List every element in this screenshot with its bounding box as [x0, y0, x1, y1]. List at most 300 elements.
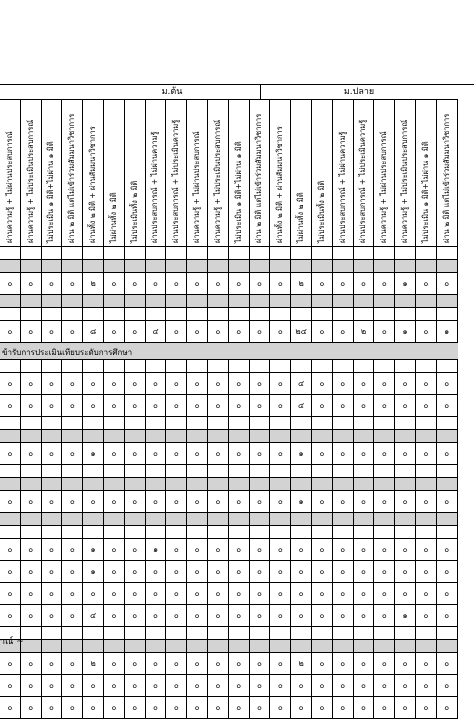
- table-cell: ๐: [125, 697, 146, 718]
- table-cell: ๐: [312, 697, 333, 718]
- table-cell: ๐: [0, 443, 21, 464]
- table-cell: [395, 247, 416, 259]
- table-cell: [62, 295, 83, 307]
- table-cell: ๐: [104, 273, 125, 294]
- table-cell: ๐: [333, 373, 354, 394]
- table-cell: ๐: [229, 443, 250, 464]
- table-cell: [291, 640, 312, 652]
- table-cell: ๐: [0, 697, 21, 718]
- column-header: [125, 99, 146, 246]
- table-cell: ๐: [229, 373, 250, 394]
- table-cell: [333, 465, 354, 477]
- column-header-label: ผ่านความรู้ + ไม่ผ่านประสบการณ์: [4, 130, 14, 243]
- column-header-label: ไม่ประเมิน ๑ มิติ+ไม่ผ่าน ๑ มิติ: [420, 140, 430, 243]
- column-header-label: ผ่านความรู้ + ไม่ประเมินประสบการณ์: [400, 119, 410, 243]
- table-cell: ๐: [416, 697, 437, 718]
- table-cell: ๐: [146, 561, 167, 582]
- table-cell: [83, 308, 104, 320]
- table-cell: [62, 247, 83, 259]
- table-cell: ๐: [416, 273, 437, 294]
- table-cell: ๐: [333, 561, 354, 582]
- table-cell: ๐: [21, 583, 42, 604]
- table-cell: [354, 627, 375, 639]
- table-cell: ๐: [146, 273, 167, 294]
- table-cell: [104, 247, 125, 259]
- table-cell: ๐: [270, 561, 291, 582]
- table-cell: ๐: [42, 653, 63, 674]
- table-cell: ๐: [333, 697, 354, 718]
- table-cell: [125, 360, 146, 372]
- table-cell: [250, 526, 271, 538]
- table-cell: [416, 627, 437, 639]
- table-cell: ๐: [333, 395, 354, 416]
- column-header: [291, 99, 312, 246]
- table-cell: ๐: [21, 491, 42, 512]
- table-cell: ๐: [437, 491, 458, 512]
- table-cell: [354, 295, 375, 307]
- table-cell: ๐: [437, 395, 458, 416]
- table-cell: ๐: [208, 491, 229, 512]
- table-cell: [0, 308, 21, 320]
- table-cell: [312, 640, 333, 652]
- table-cell: ๐: [416, 675, 437, 696]
- table-cell: ๒: [291, 273, 312, 294]
- table-cell: ๐: [187, 605, 208, 626]
- table-cell: [312, 526, 333, 538]
- table-cell: ๐: [395, 443, 416, 464]
- table-cell: [166, 640, 187, 652]
- section-note-row: [0, 343, 458, 360]
- table-cell: ๒: [354, 321, 375, 342]
- table-cell: [333, 295, 354, 307]
- table-cell: [83, 478, 104, 490]
- group-header-lower-secondary: ม.ต้น: [161, 87, 183, 97]
- table-cell: ๐: [83, 491, 104, 512]
- table-cell: ๐: [333, 273, 354, 294]
- column-header: [21, 99, 42, 246]
- table-cell: [0, 417, 21, 429]
- column-header: [395, 99, 416, 246]
- table-cell: ๐: [187, 273, 208, 294]
- table-cell: [166, 478, 187, 490]
- table-cell: [62, 465, 83, 477]
- table-cell: [83, 627, 104, 639]
- column-header-label: ผ่านความรู้ + ไม่ผ่านประสบการณ์: [379, 130, 389, 243]
- table-cell: [21, 478, 42, 490]
- table-cell: ๐: [333, 605, 354, 626]
- table-cell: [333, 627, 354, 639]
- table-row: [0, 583, 458, 605]
- table-cell: [416, 247, 437, 259]
- table-cell: [395, 640, 416, 652]
- table-cell: ๐: [250, 273, 271, 294]
- table-cell: ๐: [42, 561, 63, 582]
- table-cell: [416, 260, 437, 272]
- table-row: [0, 675, 458, 697]
- column-header: [83, 99, 104, 246]
- table-cell: [104, 295, 125, 307]
- table-cell: [229, 465, 250, 477]
- table-cell: [125, 640, 146, 652]
- table-cell: [291, 526, 312, 538]
- table-cell: ๐: [166, 583, 187, 604]
- table-cell: ๐: [229, 697, 250, 718]
- table-cell: ๐: [146, 443, 167, 464]
- table-cell: ๐: [0, 583, 21, 604]
- column-header-label: ผ่าน ๒ มิติ แต่ไม่เข้าร่วมสัมมนาวิชาการ: [254, 113, 264, 243]
- table-cell: ๐: [312, 539, 333, 560]
- table-cell: ๐: [333, 653, 354, 674]
- table-cell: [146, 526, 167, 538]
- table-cell: [416, 295, 437, 307]
- table-cell: [354, 526, 375, 538]
- table-cell: ๐: [125, 583, 146, 604]
- table-cell: [0, 430, 21, 442]
- table-cell: [146, 513, 167, 525]
- table-cell: ๐: [395, 491, 416, 512]
- table-cell: ๐: [416, 443, 437, 464]
- table-cell: [42, 640, 63, 652]
- table-cell: [437, 640, 458, 652]
- group-divider: [260, 84, 261, 99]
- table-cell: ๐: [166, 653, 187, 674]
- table-cell: ๐: [21, 539, 42, 560]
- table-cell: [166, 526, 187, 538]
- table-cell: ๐: [208, 697, 229, 718]
- table-cell: [187, 417, 208, 429]
- table-cell: [374, 513, 395, 525]
- table-cell: [250, 640, 271, 652]
- table-cell: [83, 295, 104, 307]
- table-cell: ๐: [166, 321, 187, 342]
- table-cell: ๐: [146, 395, 167, 416]
- table-cell: [416, 478, 437, 490]
- table-cell: [270, 478, 291, 490]
- table-cell: [312, 295, 333, 307]
- table-cell: ๐: [312, 675, 333, 696]
- table-cell: [395, 627, 416, 639]
- table-cell: ๐: [250, 395, 271, 416]
- table-cell: [166, 417, 187, 429]
- table-cell: [166, 360, 187, 372]
- table-cell: ๐: [291, 697, 312, 718]
- table-cell: ๐: [42, 491, 63, 512]
- table-cell: [187, 295, 208, 307]
- table-cell: ๐: [312, 561, 333, 582]
- table-cell: [270, 308, 291, 320]
- table-cell: ๐: [125, 491, 146, 512]
- table-cell: ๐: [374, 653, 395, 674]
- table-cell: ๐: [187, 321, 208, 342]
- table-cell: [21, 513, 42, 525]
- table-cell: ๐: [354, 653, 375, 674]
- table-cell: ๐: [354, 373, 375, 394]
- table-cell: [270, 465, 291, 477]
- table-cell: ๐: [208, 395, 229, 416]
- table-cell: [229, 247, 250, 259]
- table-cell: [395, 308, 416, 320]
- table-cell: [374, 308, 395, 320]
- table-cell: ๐: [0, 605, 21, 626]
- table-cell: [312, 247, 333, 259]
- table-cell: ๐: [250, 321, 271, 342]
- table-cell: ๐: [374, 697, 395, 718]
- table-cell: [291, 627, 312, 639]
- table-cell: ๐: [374, 395, 395, 416]
- table-cell: [270, 513, 291, 525]
- table-row: [0, 491, 458, 513]
- table-cell: [125, 430, 146, 442]
- table-cell: ๐: [250, 443, 271, 464]
- table-cell: ๐: [250, 373, 271, 394]
- table-cell: [146, 478, 167, 490]
- table-cell: ๐: [187, 395, 208, 416]
- table-cell: [270, 640, 291, 652]
- table-cell: [374, 417, 395, 429]
- table-cell: [187, 360, 208, 372]
- table-cell: [437, 308, 458, 320]
- table-cell: ๐: [83, 373, 104, 394]
- table-cell: [166, 260, 187, 272]
- table-cell: ๐: [354, 395, 375, 416]
- table-cell: [416, 430, 437, 442]
- table-cell: [21, 430, 42, 442]
- table-cell: [187, 627, 208, 639]
- table-cell: [229, 526, 250, 538]
- table-cell: ๐: [83, 697, 104, 718]
- table-cell: [125, 478, 146, 490]
- table-cell: ๐: [42, 697, 63, 718]
- table-cell: [166, 308, 187, 320]
- table-cell: ๐: [62, 605, 83, 626]
- table-cell: [208, 640, 229, 652]
- table-cell: ๑: [437, 321, 458, 342]
- column-header: [229, 99, 250, 246]
- table-cell: [62, 308, 83, 320]
- table-cell: ๐: [187, 653, 208, 674]
- table-cell: ๐: [104, 605, 125, 626]
- table-cell: ๐: [104, 321, 125, 342]
- table-cell: [437, 360, 458, 372]
- table-cell: ๐: [354, 491, 375, 512]
- table-cell: ๐: [83, 583, 104, 604]
- table-cell: [395, 360, 416, 372]
- table-cell: ๐: [250, 561, 271, 582]
- table-cell: [104, 627, 125, 639]
- column-header: [62, 99, 83, 246]
- table-cell: [250, 465, 271, 477]
- table-cell: ๐: [374, 443, 395, 464]
- table-cell: [104, 478, 125, 490]
- table-cell: ๐: [291, 561, 312, 582]
- table-cell: [146, 627, 167, 639]
- table-cell: ๐: [62, 653, 83, 674]
- table-cell: ๐: [333, 583, 354, 604]
- table-cell: ๐: [83, 395, 104, 416]
- table-cell: [437, 478, 458, 490]
- table-cell: ๐: [21, 697, 42, 718]
- table-cell: [333, 417, 354, 429]
- table-cell: [42, 526, 63, 538]
- table-cell: [146, 417, 167, 429]
- table-row-spacer: [0, 360, 458, 373]
- table-cell: [83, 247, 104, 259]
- table-cell: ๒๔: [291, 321, 312, 342]
- table-cell: [229, 513, 250, 525]
- table-cell: [250, 295, 271, 307]
- column-header: [312, 99, 333, 246]
- table-cell: [374, 360, 395, 372]
- table-cell: ๐: [104, 373, 125, 394]
- table-cell: [354, 247, 375, 259]
- table-cell: ๐: [42, 583, 63, 604]
- table-cell: ๐: [416, 605, 437, 626]
- column-header-label: ผ่านความรู้ + ไม่ผ่านประสบการณ์: [192, 130, 202, 243]
- table-cell: [250, 627, 271, 639]
- table-cell: [270, 295, 291, 307]
- table-cell: ๐: [125, 675, 146, 696]
- column-header: [374, 99, 395, 246]
- table-cell: ๐: [208, 321, 229, 342]
- table-cell: ๐: [354, 583, 375, 604]
- table-cell: ๐: [312, 653, 333, 674]
- table-cell: ๐: [42, 443, 63, 464]
- table-cell: [291, 247, 312, 259]
- table-cell: [42, 627, 63, 639]
- table-cell: [187, 430, 208, 442]
- table-cell: ๐: [104, 675, 125, 696]
- table-row-spacer: [0, 627, 458, 640]
- table-cell: [374, 465, 395, 477]
- table-cell: [0, 513, 21, 525]
- table-cell: [21, 360, 42, 372]
- table-cell: [416, 640, 437, 652]
- table-cell: ๐: [62, 697, 83, 718]
- table-cell: [270, 627, 291, 639]
- table-cell: ๐: [229, 675, 250, 696]
- table-cell: ๐: [250, 697, 271, 718]
- table-cell: ๐: [187, 675, 208, 696]
- table-cell: [62, 513, 83, 525]
- table-cell: ๐: [229, 605, 250, 626]
- column-header-label: ผ่านประสบการณ์ + ไม่ประเมินความรู้: [171, 119, 181, 243]
- table-cell: [374, 526, 395, 538]
- table-cell: ๐: [395, 697, 416, 718]
- table-cell: ๐: [0, 653, 21, 674]
- table-cell: ๐: [187, 583, 208, 604]
- table-cell: ๐: [229, 653, 250, 674]
- table-cell: [291, 430, 312, 442]
- table-cell: [229, 478, 250, 490]
- table-cell: [104, 360, 125, 372]
- table-cell: ๐: [229, 491, 250, 512]
- table-cell: ๐: [333, 491, 354, 512]
- table-cell: ๐: [416, 373, 437, 394]
- table-cell: ๐: [21, 605, 42, 626]
- table-cell: [437, 295, 458, 307]
- table-cell: ๐: [146, 491, 167, 512]
- table-cell: [21, 417, 42, 429]
- table-cell: ๐: [437, 373, 458, 394]
- table-cell: [62, 627, 83, 639]
- table-cell: ๔: [83, 605, 104, 626]
- table-cell: [146, 247, 167, 259]
- table-cell: [0, 295, 21, 307]
- table-cell: [208, 627, 229, 639]
- table-cell: ๐: [0, 321, 21, 342]
- table-cell: ๐: [374, 373, 395, 394]
- table-row: [0, 561, 458, 583]
- page-footer: าณ์ ~: [0, 637, 24, 647]
- table-cell: ๐: [83, 675, 104, 696]
- table-cell: ๐: [395, 653, 416, 674]
- table-cell: ๑: [83, 539, 104, 560]
- table-cell: ๐: [416, 395, 437, 416]
- table-cell: ๐: [354, 443, 375, 464]
- table-cell: [208, 360, 229, 372]
- table-cell: [187, 478, 208, 490]
- table-cell: [437, 465, 458, 477]
- column-header-label: ไม่ประเมินทั้ง ๒ มิติ: [316, 180, 326, 243]
- table-cell: ๑: [395, 321, 416, 342]
- column-header: [250, 99, 271, 246]
- table-cell: [83, 430, 104, 442]
- table-cell: ๐: [146, 697, 167, 718]
- table-cell: [146, 360, 167, 372]
- table-cell: [250, 260, 271, 272]
- table-cell: [416, 465, 437, 477]
- table-cell: ๐: [208, 653, 229, 674]
- table-cell: ๐: [270, 443, 291, 464]
- table-cell: [437, 627, 458, 639]
- table-cell: ๐: [229, 321, 250, 342]
- table-cell: [208, 430, 229, 442]
- table-cell: ๐: [229, 561, 250, 582]
- column-header: [333, 99, 354, 246]
- table-cell: ๐: [21, 653, 42, 674]
- column-header: [208, 99, 229, 246]
- table-cell: [146, 465, 167, 477]
- table-cell: ๐: [208, 539, 229, 560]
- table-cell: ๐: [416, 561, 437, 582]
- table-cell: ๐: [229, 273, 250, 294]
- table-cell: ๔: [146, 321, 167, 342]
- table-cell: [125, 260, 146, 272]
- table-cell: ๐: [416, 539, 437, 560]
- table-cell: [21, 247, 42, 259]
- table-cell: ๐: [270, 321, 291, 342]
- table-cell: ๐: [42, 539, 63, 560]
- table-cell: ๐: [146, 583, 167, 604]
- table-cell: ๐: [270, 583, 291, 604]
- column-header-label: ผ่านความรู้ + ไม่ประเมินประสบการณ์: [212, 119, 222, 243]
- table-cell: [374, 627, 395, 639]
- table-cell: [104, 430, 125, 442]
- table-cell: [208, 526, 229, 538]
- table-cell: [250, 360, 271, 372]
- table-cell: ๐: [312, 373, 333, 394]
- column-header: [416, 99, 437, 246]
- table-cell: [104, 640, 125, 652]
- table-cell: ๐: [270, 373, 291, 394]
- table-cell: [187, 260, 208, 272]
- table-cell: ๐: [312, 491, 333, 512]
- table-cell: [250, 430, 271, 442]
- table-cell: ๐: [437, 443, 458, 464]
- table-cell: ๐: [208, 373, 229, 394]
- table-cell: ๐: [270, 605, 291, 626]
- table-cell: [354, 478, 375, 490]
